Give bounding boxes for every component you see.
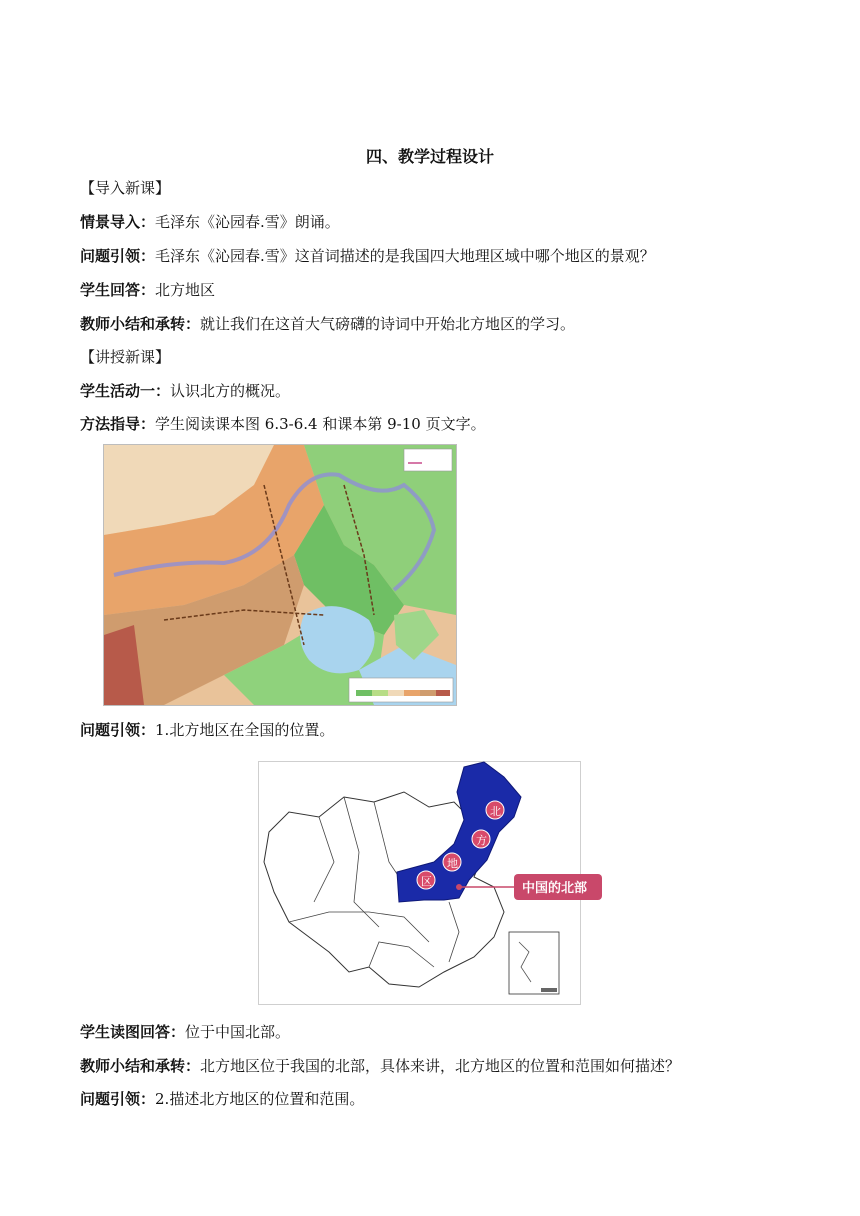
label-char-1: 北 [490,805,501,818]
activity-text: 认识北方的概况。 [170,382,291,400]
summary2-text: 北方地区位于我国的北部，具体来讲，北方地区的位置和范围如何描述？ [200,1057,681,1075]
question-text: 毛泽东《沁园春.雪》这首词描述的是我国四大地理区域中哪个地区的景观？ [155,247,655,265]
method-text: 学生阅读课本图 6.3-6.4 和课本第 9-10 页文字。 [155,415,486,433]
scene-text: 毛泽东《沁园春.雪》朗诵。 [155,213,340,231]
method-label: 方法指导： [80,415,156,433]
china-outline-map [259,762,588,1004]
question1-line [80,720,334,740]
answer-label: 学生回答： [80,281,156,299]
question1-label: 问题引领： [80,721,156,739]
callout-text: 中国的北部 [522,881,588,896]
question2-line [80,1089,364,1109]
section-title: 四、教学过程设计 [365,147,494,166]
scene-line [80,212,340,232]
question-line [80,246,655,266]
activity-label: 学生活动一： [80,382,171,400]
question1-text: 1.北方地区在全国的位置。 [155,721,335,739]
activity-line [80,381,290,401]
lecture-heading: 【讲授新课】 [80,348,171,366]
scene-label: 情景导入： [80,213,156,231]
label-char-2: 方 [476,834,487,847]
label-char-4: 区 [421,875,432,888]
summary-text: 就让我们在这首大气磅礴的诗词中开始北方地区的学习。 [200,315,576,333]
label-char-3: 地 [447,857,458,870]
method-line [80,414,486,434]
answer2-line [80,1022,290,1042]
answer-line [80,280,215,300]
topographic-map [104,445,456,705]
summary-label: 教师小结和承转： [80,315,201,333]
answer2-text: 位于中国北部。 [185,1023,291,1041]
question2-label: 问题引领： [80,1090,156,1108]
topographic-map-image [103,444,457,706]
question2-text: 2.描述北方地区的位置和范围。 [155,1090,365,1108]
summary-line [80,314,575,334]
intro-heading: 【导入新课】 [80,179,171,197]
summary2-line [80,1056,680,1076]
china-north-region-map [258,761,588,1005]
summary2-label: 教师小结和承转： [80,1057,201,1075]
answer-text: 北方地区 [155,281,216,299]
question-label: 问题引领： [80,247,156,265]
answer2-label: 学生读图回答： [80,1023,186,1041]
